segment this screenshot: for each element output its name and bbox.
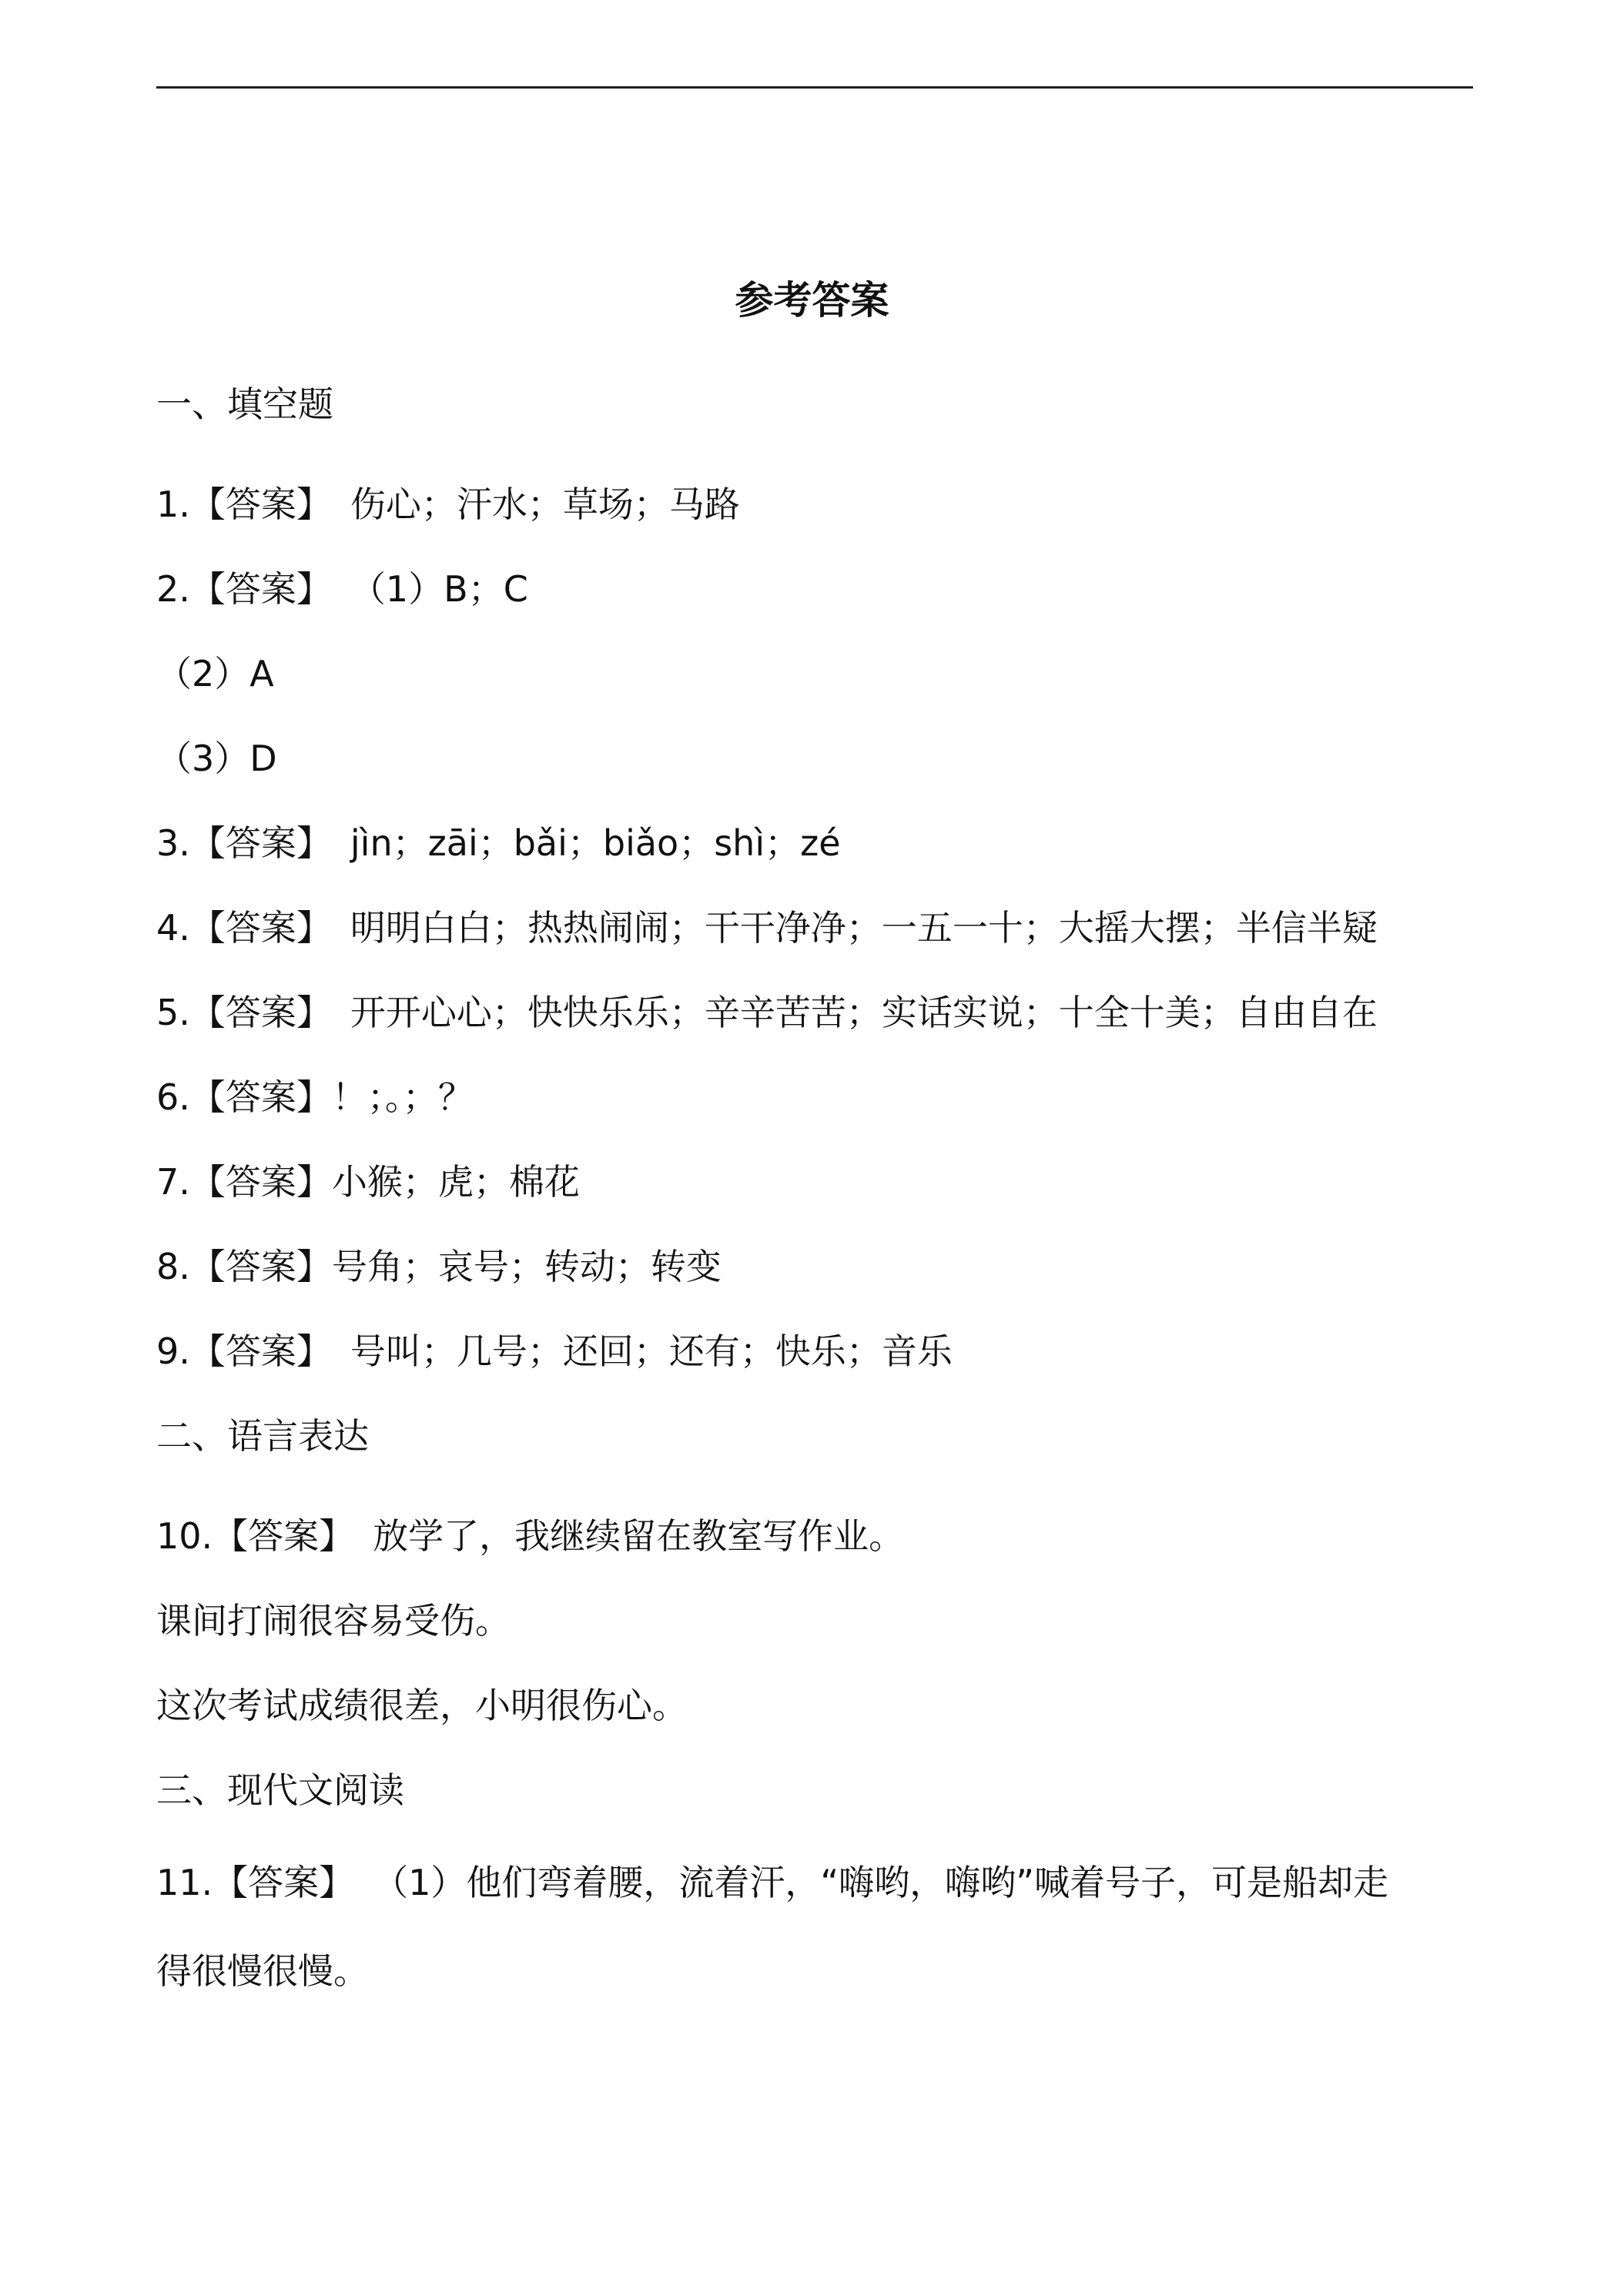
answer-number: 6.	[156, 1076, 190, 1118]
section-heading-modern-reading: 三、现代文阅读	[156, 1769, 404, 1811]
answer-number: 1.	[156, 484, 190, 525]
answer-number: 8.	[156, 1246, 190, 1287]
answer-tag: 【答案】	[213, 1515, 355, 1557]
answer-text: 号角；哀号；转动；转变	[331, 1246, 722, 1287]
answer-1	[156, 481, 740, 527]
answer-number: 10.	[156, 1515, 213, 1557]
answer-3	[156, 820, 841, 866]
answer-9	[156, 1328, 953, 1374]
answer-10-line-2: 课间打闹很容易受伤。	[156, 1600, 511, 1642]
answer-text: 明明白白；热热闹闹；干干净净；一五一十；大摇大摆；半信半疑	[350, 907, 1378, 949]
answer-tag: 【答案】	[189, 1076, 332, 1118]
answer-2-part-3: （3）D	[156, 738, 277, 779]
answer-4	[156, 905, 1378, 951]
answer-2-part-2: （2）A	[156, 653, 274, 694]
section-heading-fill-blank: 一、填空题	[156, 383, 333, 425]
answer-tag: 【答案】	[189, 568, 332, 610]
answer-text: ！；。；？	[331, 1076, 474, 1118]
answer-5	[156, 989, 1378, 1036]
answer-text: 开开心心；快快乐乐；辛辛苦苦；实话实说；十全十美；自由自在	[350, 992, 1378, 1033]
answer-number: 2.	[156, 568, 190, 610]
answer-number: 9.	[156, 1330, 190, 1372]
page-title: 参考答案	[735, 278, 889, 323]
answer-text: jìn；zāi；bǎi；biǎo；shì；zé	[350, 822, 841, 864]
answer-tag: 【答案】	[189, 1161, 332, 1203]
answer-tag: 【答案】	[189, 484, 332, 525]
answer-11	[156, 1859, 1388, 1906]
answer-6	[156, 1074, 474, 1120]
answer-number: 3.	[156, 822, 190, 864]
answer-10-line-3: 这次考试成绩很差，小明很伤心。	[156, 1685, 688, 1726]
answer-tag: 【答案】	[213, 1862, 355, 1903]
answer-number: 4.	[156, 907, 190, 949]
answer-tag: 【答案】	[189, 1246, 332, 1287]
answer-number: 11.	[156, 1862, 213, 1903]
answer-text: 小猴；虎；棉花	[331, 1161, 580, 1203]
answer-tag: 【答案】	[189, 822, 332, 864]
answer-tag: 【答案】	[189, 907, 332, 949]
answer-text: 伤心；汗水；草场；马路	[350, 484, 740, 525]
answer-text: （1）B；C	[350, 568, 528, 610]
header-rule	[156, 86, 1473, 89]
answer-10	[156, 1513, 904, 1559]
answer-8	[156, 1243, 722, 1290]
answer-text: 放学了，我继续留在教室写作业。	[373, 1515, 905, 1557]
answer-text: 号叫；几号；还回；还有；快乐；音乐	[350, 1330, 953, 1372]
answer-2	[156, 566, 528, 612]
section-heading-language-expression: 二、语言表达	[156, 1415, 369, 1457]
answer-tag: 【答案】	[189, 992, 332, 1033]
answer-7	[156, 1159, 580, 1205]
answer-text: （1）他们弯着腰，流着汗，“嗨哟，嗨哟”喊着号子，可是船却走	[373, 1862, 1389, 1903]
answer-11-line-2: 得很慢很慢。	[156, 1950, 369, 1992]
answer-number: 5.	[156, 992, 190, 1033]
answer-number: 7.	[156, 1161, 190, 1203]
answer-tag: 【答案】	[189, 1330, 332, 1372]
